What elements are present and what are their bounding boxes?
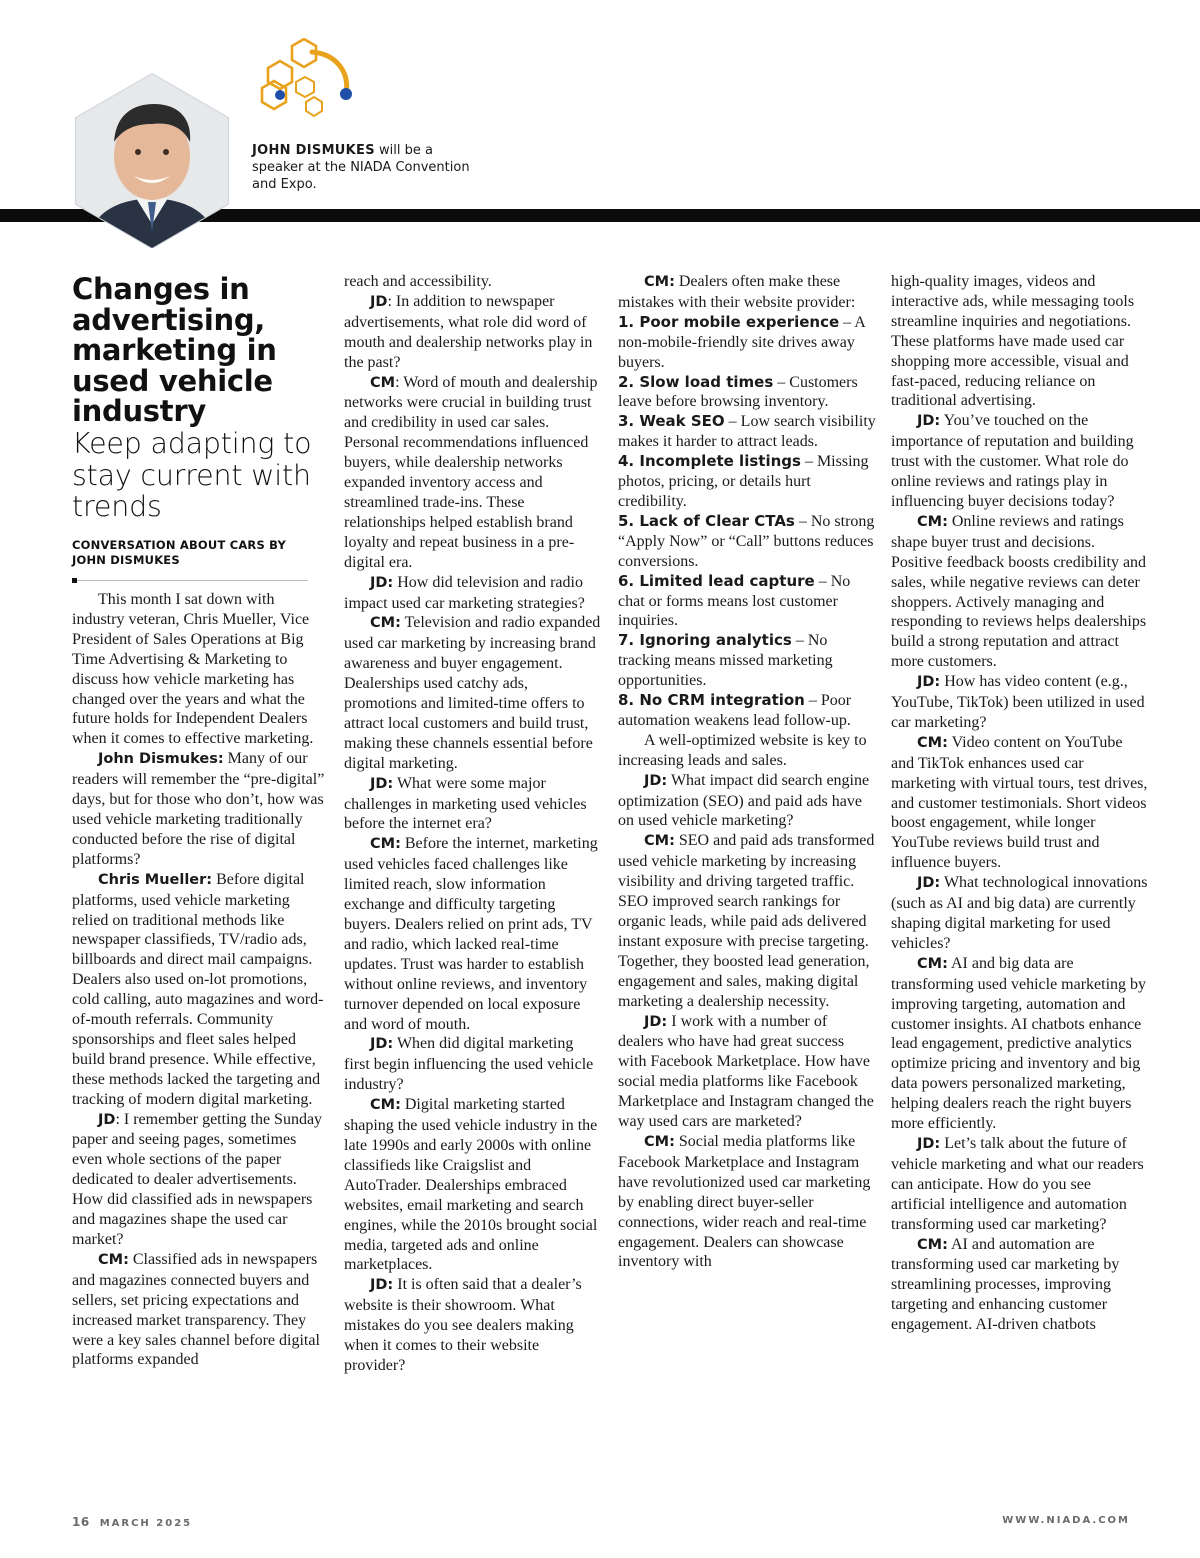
- paragraph: [891, 411, 1149, 512]
- list-item-title: 8. No CRM integration: [618, 691, 805, 710]
- speaker-caption-text: will be a speaker at the NIADA Convention and Expo.: [252, 143, 470, 192]
- list-item: [618, 313, 876, 373]
- paragraph-text: What impact did search engine optimization (SEO) and paid ads have on used vehicle marketing?: [618, 771, 870, 830]
- paragraph-text: When did digital marketing first begin influencing the used vehicle industry?: [344, 1035, 594, 1094]
- speaker-label: CM:: [644, 274, 675, 290]
- speaker-label: CM: [370, 374, 396, 391]
- paragraph: [344, 834, 602, 1034]
- list-item-title: 6. Limited lead capture: [618, 571, 815, 590]
- list-item-text: – No strong “Apply Now” or “Call” buttons reduces conversions.: [618, 512, 875, 570]
- paragraph-text: Video content on YouTube and TikTok enhances used car marketing with virtual tours, test drives, and customer testimonials. Short videos boost engagement, while longer YouTube reviews build trust and influence buyers.: [891, 733, 1148, 872]
- issue-date: MARCH 2025: [99, 1518, 193, 1529]
- list-item: [618, 373, 876, 413]
- list-item-text: – No tracking means missed marketing opportunities.: [618, 632, 833, 690]
- paragraph: [891, 512, 1149, 672]
- list-item: [618, 631, 876, 691]
- paragraph: [344, 1034, 602, 1095]
- speaker-label: John Dismukes:: [98, 751, 224, 768]
- paragraph: [891, 1235, 1149, 1336]
- speaker-label: JD:: [917, 674, 941, 691]
- paragraph: [344, 573, 602, 614]
- paragraph-text: Classified ads in newspapers and magazines connected buyers and sellers, set pricing expectations and increased market transparency. They were a key sales channel before digital platforms expanded: [72, 1250, 320, 1369]
- speaker-label: CM:: [98, 1251, 129, 1268]
- paragraph-text: reach and accessibility.: [344, 273, 492, 290]
- speaker-label: JD:: [370, 775, 394, 792]
- page-number: 16: [72, 1515, 90, 1529]
- speaker-label: CM:: [370, 836, 401, 853]
- paragraph-text: high-quality images, videos and interactive ads, while messaging tools streamline inquiries and negotiations. These platforms have made used car shopping more accessible, visual and fast-paced, reducing reliance on traditional advertising.: [891, 273, 1135, 410]
- list-item-text: – Missing photos, pricing, or details hurt credibility.: [618, 453, 869, 510]
- paragraph: [344, 774, 602, 835]
- paragraph-text: Many of our readers will remember the “pre-digital” days, but for those who don’t, how was used vehicle marketing traditionally conducted before the rise of digital platforms?: [72, 750, 325, 868]
- paragraph: [344, 292, 602, 373]
- list-item: [618, 452, 876, 512]
- paragraph-text: It is often said that a dealer’s website is their showroom. What mistakes do you see dealers making when it comes to their website provider?: [344, 1276, 582, 1374]
- speaker-label: CM:: [370, 615, 401, 632]
- speaker-label: JD:: [370, 574, 394, 591]
- list-item: [618, 412, 876, 452]
- speaker-label: JD:: [644, 772, 668, 789]
- speaker-caption: [252, 142, 472, 193]
- paragraph: [618, 731, 876, 771]
- paragraph: [72, 870, 328, 1110]
- paragraph: [72, 590, 328, 749]
- speaker-label: CM:: [644, 1133, 675, 1150]
- paragraph: [618, 1012, 876, 1132]
- paragraph-text: Before the internet, marketing used vehicles faced challenges like limited reach, slow information exchange and difficulty targeting buyers. Dealers relied on print ads, TV and radio, which lacked real-time updates. Trust was harder to establish without online reviews, and inventory turnover depended on local exposure and word of mouth.: [344, 835, 598, 1033]
- list-item-text: – Poor automation weakens lead follow-up.: [618, 692, 852, 729]
- website-link[interactable]: WWW.NIADA.COM: [1002, 1515, 1130, 1526]
- list-item: [618, 691, 876, 731]
- paragraph-text: Television and radio expanded used car marketing by increasing brand awareness and buyer engagement. Dealerships used catchy ads, promotions and limited-time offers to attract local customers and build trust, making these channels essential before digital marketing.: [344, 614, 601, 772]
- article-column-3: [618, 272, 876, 1272]
- paragraph-text: Dealers often make these mistakes with their website provider:: [618, 273, 856, 311]
- paragraph: [891, 272, 1149, 411]
- paragraph-text: Before digital platforms, used vehicle marketing relied on traditional methods like newspaper classifieds, TV/radio ads, billboards and direct mail campaigns. Dealers also used on-lot promotions, cold calling, auto magazines and word-of-mouth referrals. Community sponsorships and fleet sales helped build brand presence. While effective, these methods lacked the targeting and tracking of modern digital marketing.: [72, 870, 324, 1108]
- paragraph: [891, 1134, 1149, 1235]
- paragraph: [72, 1110, 328, 1250]
- paragraph-text: This month I sat down with industry veteran, Chris Mueller, Vice President of Sales Operations at Big Time Advertising & Marketing to discuss how vehicle marketing has changed over the years and what the future holds for Independent Dealers when it comes to effective marketing.: [72, 591, 314, 748]
- byline-divider: [72, 580, 308, 581]
- list-item-text: – Low search visibility makes it harder to attract leads.: [618, 413, 876, 451]
- list-item-title: 5. Lack of Clear CTAs: [618, 511, 795, 530]
- speaker-label: JD:: [370, 1036, 394, 1053]
- speaker-label: CM:: [370, 1097, 401, 1114]
- speaker-label: JD: [370, 293, 388, 310]
- paragraph: [344, 272, 602, 292]
- speaker-portrait: [64, 72, 240, 248]
- speaker-label: CM:: [917, 1236, 948, 1253]
- paragraph-text: : Word of mouth and dealership networks were crucial in building trust and credibility in used car sales. Personal recommendations influenced buyers, while dealership networks expanded inventory access and streamlined trade-ins. These relationships helped establish brand loyalty and repeat business in a pre-digital era.: [344, 373, 598, 571]
- list-item: [618, 512, 876, 572]
- list-item-title: 3. Weak SEO: [618, 412, 725, 431]
- article-column-1: [72, 590, 328, 1370]
- speaker-label: CM:: [917, 955, 948, 972]
- list-item-text: – Customers leave before browsing inventory.: [618, 373, 858, 411]
- paragraph-text: Online reviews and ratings shape buyer trust and decisions. Positive feedback boosts credibility and sales, while negative reviews can deter shoppers. Actively managing and responding to reviews helps dealerships build a strong reputation and attract more customers.: [891, 512, 1147, 671]
- paragraph: [618, 272, 876, 313]
- list-item-title: 1. Poor mobile experience: [618, 312, 840, 331]
- paragraph: [72, 1250, 328, 1370]
- speaker-label: CM:: [917, 513, 948, 530]
- paragraph: [344, 1275, 602, 1376]
- speaker-label: JD:: [917, 1135, 941, 1152]
- paragraph: [891, 733, 1149, 873]
- speaker-label: CM:: [917, 734, 948, 751]
- paragraph-text: SEO and paid ads transformed used vehicle marketing by increasing visibility and driving targeted traffic. SEO improved search rankings for organic leads, while paid ads delivered instant exposure with precise targeting. Together, they boosted lead generation, engagement and sales, making digital marketing a dealership necessity.: [618, 832, 875, 1010]
- article-column-4: [891, 272, 1149, 1335]
- paragraph: [344, 1095, 602, 1275]
- list-item-title: 7. Ignoring analytics: [618, 631, 792, 650]
- list-item-title: 4. Incomplete listings: [618, 452, 801, 471]
- paragraph-text: : In addition to newspaper advertisements, what role did word of mouth and dealership networks play in the past?: [344, 292, 593, 371]
- paragraph: [891, 873, 1149, 954]
- paragraph-text: I work with a number of dealers who have had great success with Facebook Marketplace. How have social media platforms like Facebook Marketplace and Instagram changed the way used cars are marketed?: [618, 1012, 874, 1131]
- paragraph: [891, 672, 1149, 733]
- speaker-label: CM:: [644, 833, 675, 850]
- paragraph: [72, 749, 328, 869]
- speaker-label: JD:: [917, 413, 941, 430]
- paragraph-text: AI and big data are transforming used vehicle marketing by improving targeting, automation and customer insights. AI chatbots enhance lead engagement, predictive analytics optimize pricing and inventory and big data powers personalized marketing, helping dealers reach the right buyers more efficiently.: [891, 954, 1147, 1133]
- byline-bullet: [72, 578, 77, 583]
- speaker-label: JD:: [644, 1013, 668, 1030]
- paragraph-text: What technological innovations (such as AI and big data) are currently shaping digital marketing for used vehicles?: [891, 874, 1148, 952]
- page-folio: [72, 1515, 192, 1529]
- article-headline: Changes in advertising, marketing in used vehicle industry: [72, 272, 277, 428]
- paragraph: [618, 831, 876, 1011]
- speaker-label: JD:: [370, 1277, 394, 1294]
- paragraph-text: You’ve touched on the importance of reputation and building trust with the customer. What role do online reviews and ratings play in influencing buyer decisions today?: [891, 412, 1134, 510]
- speaker-label: Chris Mueller:: [98, 871, 213, 888]
- list-item-title: 2. Slow load times: [618, 372, 774, 391]
- paragraph-text: What were some major challenges in marketing used vehicles before the internet era?: [344, 774, 587, 833]
- paragraph: [891, 954, 1149, 1134]
- list-item-text: – No chat or forms means lost customer inquiries.: [618, 572, 851, 630]
- paragraph-text: Let’s talk about the future of vehicle marketing and what our readers can anticipate. How do you see artificial intelligence and automation transforming used car marketing?: [891, 1134, 1144, 1233]
- article-byline: CONVERSATION ABOUT CARS BY JOHN DISMUKES: [72, 538, 287, 567]
- speaker-name: JOHN DISMUKES: [252, 143, 375, 158]
- paragraph-text: Digital marketing started shaping the used vehicle industry in the late 1990s and early 2000s with online classifieds like Craigslist and AutoTrader. Dealerships embraced websites, email marketing and search engines, while the 2010s brought social media, targeted ads and online marketplaces.: [344, 1096, 598, 1274]
- paragraph: [344, 373, 602, 573]
- speaker-label: JD: [98, 1111, 116, 1128]
- paragraph-text: Social media platforms like Facebook Marketplace and Instagram have revolutionized used car marketing by enabling direct buyer-seller connections, wider reach and real-time engagement. Dealers can showcase inventory with: [618, 1132, 871, 1271]
- paragraph: [344, 613, 602, 773]
- paragraph-text: How has video content (e.g., YouTube, TikTok) been utilized in used car marketing?: [891, 673, 1145, 731]
- speaker-label: JD:: [917, 875, 941, 892]
- niada-hexagon-logo: [252, 38, 356, 122]
- paragraph-text: AI and automation are transforming used car marketing by streamlining processes, improving targeting and enhancing customer engagement. AI-driven chatbots: [891, 1235, 1120, 1334]
- paragraph-text: How did television and radio impact used car marketing strategies?: [344, 573, 585, 612]
- article-subhead: Keep adapting to stay current with trends: [72, 427, 312, 523]
- paragraph-text: A well-optimized website is key to increasing leads and sales.: [618, 731, 867, 769]
- paragraph-text: : I remember getting the Sunday paper and seeing pages, sometimes even whole sections of the paper dedicated to dealer advertisements. How did classified ads in newspapers and magazines shape the used car market?: [72, 1110, 323, 1248]
- article-column-2: [344, 272, 602, 1376]
- paragraph: [618, 771, 876, 832]
- list-item: [618, 572, 876, 632]
- list-item-text: – A non-mobile-friendly site drives away buyers.: [618, 313, 865, 371]
- paragraph: [618, 1132, 876, 1272]
